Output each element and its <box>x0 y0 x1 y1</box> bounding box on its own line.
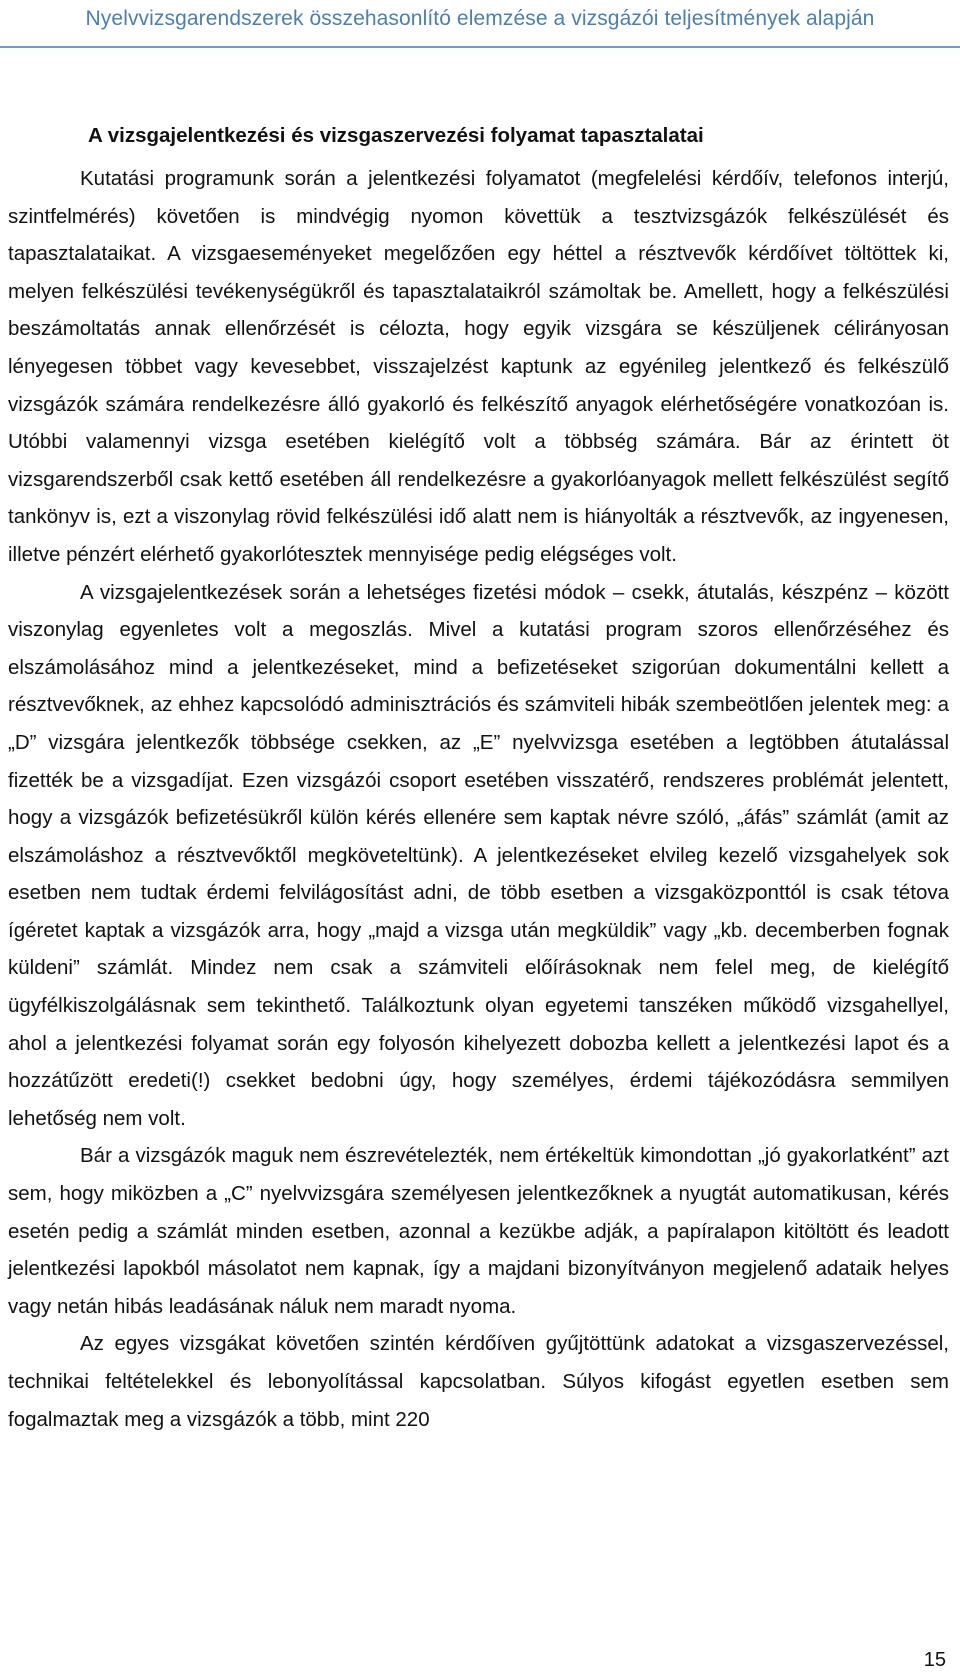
paragraph-4: Az egyes vizsgákat követően szintén kérdőíven gyűjtöttünk adatokat a vizsgaszervezéssel, technikai feltételekkel és lebonyolítással kapcsolatban. Súlyos kifogást egyetlen esetben sem fogalmaztak meg a vizsgázók a több, mint 220 <box>8 1332 949 1431</box>
header-divider <box>0 46 960 48</box>
paragraph-1: Kutatási programunk során a jelentkezési folyamatot (megfelelési kérdőív, telefonos interjú, szintfelmérés) követően is mindvégig nyomon követtük a tesztvizsgázók felkészülését és tapasztalataikat. A vizsgaeseményeket megelőzően egy héttel a résztvevők kérdőívet töltöttek ki, melyen felkészülési tevékenységükről és tapasztalataikról számoltak be. Amellett, hogy a felkészülési beszámoltatás annak ellenőrzését is célozta, hogy egyik vizsgára se készüljenek célirányosan lényegesen többet vagy kevesebbet, visszajelzést kaptunk az egyénileg jelentkező és felkészülő vizsgázók számára rendelkezésre álló gyakorló és felkészítő anyagok elérhetőségére vonatkozóan is. Utóbbi valamennyi vizsga esetében kielégítő volt a többség számára. Bár az érintett öt vizsgarendszerből csak kettő esetében áll rendelkezésre a gyakorlóanyagok mellett felkészülést segítő tankönyv is, ezt a viszonylag rövid felkészülési idő alatt nem is hiányolták a résztvevők, az ingyenesen, illetve pénzért elérhető gyakorlótesztek mennyisége pedig elégséges volt. <box>8 167 949 566</box>
paragraph-3: Bár a vizsgázók maguk nem észrevételezték, nem értékeltük kimondottan „jó gyakorlatként” azt sem, hogy miközben a „C” nyelvvizsgára személyesen jelentkezőknek a nyugtát automatikusan, kérés esetén pedig a számlát minden esetben, azonnal a kezükbe adják, a papíralapon kitöltött és leadott jelentkezési lapokból másolatot nem kapnak, így a majdani bizonyítványon megjelenő adataik helyes vagy netán hibás leadásának náluk nem maradt nyoma. <box>8 1144 949 1318</box>
running-header: Nyelvvizsgarendszerek összehasonlító elemzése a vizsgázói teljesítmények alapján <box>85 7 875 30</box>
page-number: 15 <box>923 1649 946 1671</box>
paragraph-2: A vizsgajelentkezések során a lehetséges fizetési módok – csekk, átutalás, készpénz – között viszonylag egyenletes volt a megoszlás. Mivel a kutatási program szoros ellenőrzéséhez és elszámolásához mind a jelentkezéseket, mind a befizetéseket szigorúan dokumentálni kellett a résztvevőknek, az ehhez kapcsolódó adminisztrációs és számviteli hibák szembeötlően jelentek meg: a „D” vizsgára jelentkezők többsége csekken, az „E” nyelvvizsga esetében a legtöbben átutalással fizették be a vizsgadíjat. Ezen vizsgázói csoport esetében visszatérő, rendszeres problémát jelentett, hogy a vizsgázók befizetésükről külön kérés ellenére sem kaptak névre szóló, „áfás” számlát (amit az elszámoláshoz a résztvevőktől megköveteltünk). A jelentkezéseket elvileg kezelő vizsgahelyek sok esetben nem tudtak érdemi felvilágosítást adni, de több esetben a vizsgaközponttól is csak tétova ígéretet kaptak a vizsgázók arra, hogy „majd a vizsga után megküldik” vagy „kb. decemberben fognak küldeni” számlát. Mindez nem csak a számviteli előírásoknak nem felel meg, de kielégítő ügyfélkiszolgálásnak sem tekinthető. Találkoztunk olyan egyetemi tanszéken működő vizsgahellyel, ahol a jelentkezési folyamat során egy folyosón kihelyezett dobozba kellett a jelentkezési lapot és a hozzátűzött eredeti(!) csekket bedobni úgy, hogy személyes, érdemi tájékozódásra semmilyen lehetőség nem volt. <box>8 580 949 1130</box>
document-body <box>8 112 949 1438</box>
section-heading: A vizsgajelentkezési és vizsgaszervezési folyamat tapasztalatai <box>88 124 704 147</box>
